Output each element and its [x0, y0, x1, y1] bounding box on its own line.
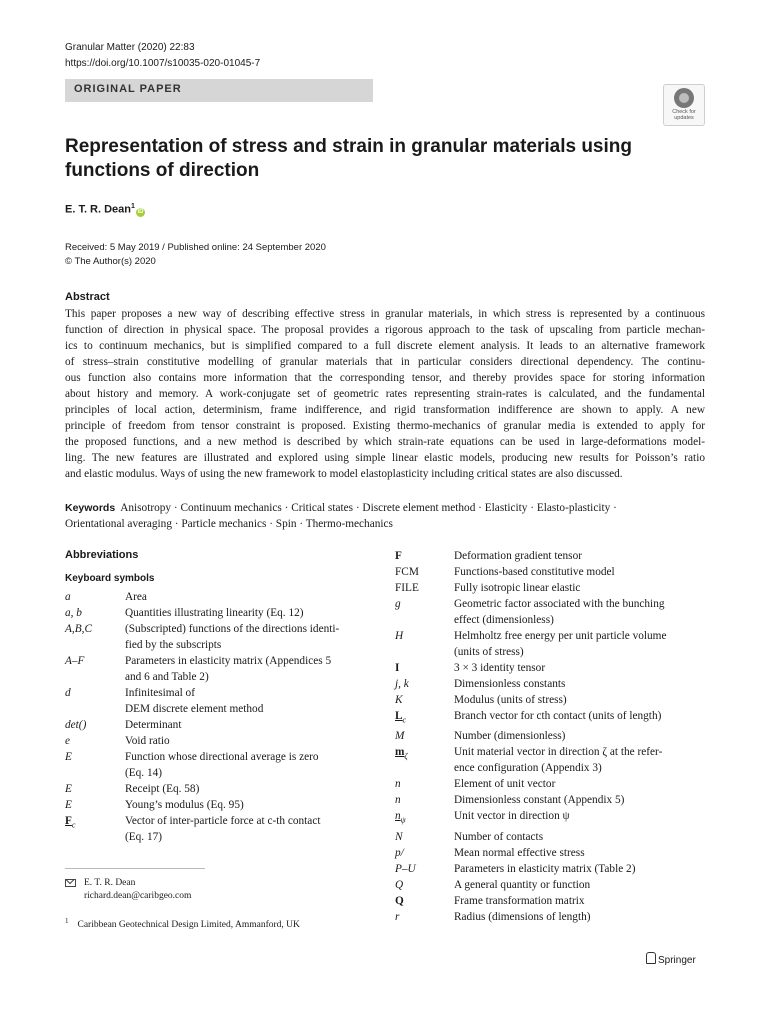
- paper-title: [65, 135, 665, 183]
- definition-line: Mean normal effective stress: [454, 846, 585, 859]
- symbol-text: F: [395, 550, 402, 562]
- symbol-text: r: [395, 910, 400, 923]
- glossary-entry: [395, 776, 709, 792]
- symbol-text: p/: [395, 846, 404, 859]
- title-line-2: functions of direction: [65, 160, 260, 181]
- author-name[interactable]: E. T. R. Dean: [65, 203, 132, 216]
- glossary-entry: [395, 845, 709, 861]
- contact-email[interactable]: richard.dean@caribgeo.com: [84, 891, 192, 901]
- symbol-text: E: [65, 799, 72, 811]
- definition-line: Element of unit vector: [454, 778, 556, 791]
- envelope-icon: [65, 879, 76, 887]
- glossary-entry: [395, 909, 709, 925]
- glossary-symbol: [395, 861, 454, 877]
- orcid-icon[interactable]: iD: [137, 208, 144, 215]
- glossary-definition: [125, 717, 375, 733]
- glossary-symbol: [395, 692, 454, 708]
- glossary-entry: [395, 596, 709, 628]
- badge-text: [664, 109, 704, 121]
- glossary-entry: [65, 717, 375, 733]
- glossary-definition: [125, 653, 375, 685]
- glossary-right: [395, 548, 709, 925]
- definition-line: Radius (dimensions of length): [454, 910, 591, 923]
- glossary-entry: [395, 877, 709, 893]
- abstract-line: and elastic modulus. Ways of using the new framework to model elastoplasticity including critical states are also discussed.: [65, 468, 623, 480]
- keywords: [65, 500, 705, 532]
- abstract-line: about history and memory. A work-conjugate set of geometric rates representing strain-rates is calculated, and the fundamental: [65, 388, 705, 400]
- glossary-symbol: [395, 728, 454, 744]
- glossary-symbol: [395, 708, 454, 728]
- definition-line: Branch vector for cth contact (units of length): [454, 710, 662, 722]
- glossary-entry: [395, 808, 709, 828]
- symbol-text: d: [65, 687, 71, 699]
- definition-line: Receipt (Eq. 58): [125, 783, 200, 795]
- glossary-entry: [65, 589, 375, 605]
- definition-line: effect (dimensionless): [454, 614, 554, 626]
- abstract-line: of stress–strain constitutive modelling of granular materials that in particular considers directional dependency. The continu-: [65, 356, 705, 368]
- definition-line: Deformation gradient tensor: [454, 550, 582, 562]
- definition-line: 3 × 3 identity tensor: [454, 662, 546, 674]
- glossary-symbol: [395, 564, 454, 580]
- symbol-text: n: [395, 810, 401, 823]
- abstract-line: function of direction in physical space. The proposal provides a rigorous approach to the task of upscaling from particle mechan-: [65, 324, 705, 336]
- contact-name: E. T. R. Dean: [84, 878, 136, 888]
- abstract-body: [65, 306, 705, 482]
- symbol-subscript: ψ: [400, 815, 406, 825]
- definition-line: Function whose directional average is zero: [125, 751, 319, 763]
- glossary-definition: [454, 893, 709, 909]
- check-for-updates-badge[interactable]: [663, 84, 705, 126]
- glossary-entry: [65, 813, 375, 845]
- glossary-entry: [395, 660, 709, 676]
- glossary-symbol: [395, 792, 454, 808]
- glossary-symbol: [65, 813, 125, 845]
- symbol-text: m: [395, 746, 405, 759]
- glossary-entry: [65, 685, 375, 717]
- definition-line: Determinant: [125, 719, 182, 731]
- glossary-definition: [454, 829, 709, 845]
- definition-line: Fully isotropic linear elastic: [454, 582, 581, 594]
- glossary-symbol: [65, 717, 125, 733]
- glossary-entry: [395, 628, 709, 660]
- definition-line: fied by the subscripts: [125, 639, 222, 651]
- glossary-definition: [454, 676, 709, 692]
- glossary-entry: [65, 653, 375, 685]
- definition-line: Young’s modulus (Eq. 95): [125, 799, 244, 811]
- section-label: ORIGINAL PAPER: [74, 83, 182, 95]
- author-line: [65, 203, 145, 217]
- glossary-definition: [125, 749, 375, 781]
- definition-line: Number (dimensionless): [454, 730, 566, 743]
- symbol-text: n: [395, 778, 401, 791]
- symbol-text: a: [65, 591, 71, 603]
- badge-line-1: Check for: [672, 109, 696, 115]
- title-line-1: Representation of stress and strain in granular materials using: [65, 136, 632, 157]
- definition-line: Functions-based constitutive model: [454, 566, 615, 578]
- glossary-symbol: [395, 744, 454, 776]
- publication-dates: [65, 241, 326, 269]
- affiliation-text: Caribbean Geotechnical Design Limited, Ammanford, UK: [77, 920, 300, 931]
- keywords-list-1: Anisotropy · Continuum mechanics · Critical states · Discrete element method · Elasticity · Elasto-plasticity ·: [120, 502, 617, 514]
- definition-line: Dimensionless constant (Appendix 5): [454, 794, 625, 807]
- symbol-text: E: [65, 751, 72, 763]
- glossary-definition: [454, 845, 709, 861]
- glossary-symbol: [395, 580, 454, 596]
- glossary-entry: [395, 744, 709, 776]
- symbol-text: K: [395, 694, 403, 706]
- keyboard-symbols-heading: Keyboard symbols: [65, 573, 155, 584]
- glossary-definition: [454, 708, 709, 728]
- symbol-text: Q: [395, 894, 404, 907]
- glossary-entry: [395, 728, 709, 744]
- publisher-name: Springer: [658, 955, 696, 966]
- glossary-definition: [454, 744, 709, 776]
- symbol-text: A–F: [65, 655, 85, 667]
- glossary-entry: [65, 781, 375, 797]
- glossary-definition: [454, 596, 709, 628]
- definition-line: Helmholtz free energy per unit particle volume: [454, 630, 667, 642]
- journal-header: [65, 40, 260, 72]
- glossary-entry: [395, 548, 709, 564]
- glossary-entry: [65, 733, 375, 749]
- glossary-symbol: [65, 781, 125, 797]
- glossary-definition: [125, 813, 375, 845]
- journal-citation: Granular Matter (2020) 22:83: [65, 42, 195, 53]
- definition-line: Parameters in elasticity matrix (Appendices 5: [125, 655, 332, 667]
- definition-line: A general quantity or function: [454, 878, 591, 891]
- definition-line: Area: [125, 591, 147, 603]
- definition-line: Dimensionless constants: [454, 678, 566, 690]
- glossary-entry: [395, 564, 709, 580]
- glossary-definition: [454, 776, 709, 792]
- symbol-text: FILE: [395, 582, 419, 594]
- glossary-definition: [454, 692, 709, 708]
- glossary-definition: [454, 628, 709, 660]
- received-published: Received: 5 May 2019 / Published online: 24 September 2020: [65, 242, 326, 253]
- springer-logo[interactable]: [646, 952, 696, 966]
- symbol-text: E: [65, 783, 72, 795]
- definition-line: (Eq. 17): [125, 831, 163, 843]
- symbol-text: a, b: [65, 607, 82, 619]
- symbol-subscript: c: [71, 820, 76, 830]
- glossary-symbol: [395, 808, 454, 828]
- definition-line: Modulus (units of stress): [454, 694, 567, 706]
- definition-line: (Subscripted) functions of the directions identi-: [125, 623, 340, 635]
- abstract-line: ics to continuum mechanics, but is simplified compared to a full discrete element analysis. It leads to an alternative framework: [65, 340, 705, 352]
- abstract-line: the proposed functions, and a new method is described by which strain-rate equations can be used in large-deformations model-: [65, 436, 705, 448]
- glossary-symbol: [65, 733, 125, 749]
- symbol-text: j, k: [395, 678, 409, 690]
- definition-line: Unit material vector in direction ζ at the refer-: [454, 746, 663, 759]
- definition-line: Geometric factor associated with the bunching: [454, 598, 665, 610]
- definition-line: and 6 and Table 2): [125, 671, 209, 683]
- abstract-line: This paper proposes a new way of describing effective stress in granular materials, in which stress is represented by a continuous: [65, 308, 705, 320]
- definition-line: ence configuration (Appendix 3): [454, 762, 602, 775]
- glossary-definition: [454, 548, 709, 564]
- glossary-symbol: [65, 749, 125, 781]
- glossary-definition: [125, 781, 375, 797]
- springer-horse-icon: [646, 952, 656, 964]
- definition-line: Void ratio: [125, 735, 170, 747]
- symbol-text: H: [395, 630, 404, 642]
- symbol-text: M: [395, 730, 405, 743]
- glossary-entry: [395, 692, 709, 708]
- keywords-label: Keywords: [65, 502, 116, 514]
- glossary-symbol: [65, 653, 125, 685]
- glossary-symbol: [65, 621, 125, 653]
- glossary-left: [65, 589, 375, 845]
- glossary-entry: [65, 605, 375, 621]
- glossary-symbol: [395, 676, 454, 692]
- glossary-symbol: [395, 877, 454, 893]
- definition-line: (Eq. 14): [125, 767, 163, 779]
- glossary-symbol: [65, 797, 125, 813]
- glossary-symbol: [395, 596, 454, 628]
- definition-line: Quantities illustrating linearity (Eq. 12): [125, 607, 304, 619]
- affiliation: [65, 915, 300, 932]
- abbreviations-heading: Abbreviations: [65, 549, 139, 561]
- symbol-text: FCM: [395, 566, 419, 578]
- glossary-symbol: [65, 685, 125, 717]
- glossary-definition: [125, 685, 375, 717]
- glossary-symbol: [395, 893, 454, 909]
- glossary-definition: [454, 808, 709, 828]
- definition-line: DEM discrete element method: [125, 703, 264, 715]
- symbol-text: I: [395, 662, 400, 674]
- glossary-definition: [454, 564, 709, 580]
- glossary-symbol: [395, 776, 454, 792]
- symbol-text: n: [395, 794, 401, 807]
- glossary-entry: [65, 621, 375, 653]
- glossary-symbol: [395, 548, 454, 564]
- glossary-symbol: [65, 605, 125, 621]
- glossary-entry: [395, 708, 709, 728]
- definition-line: Infinitesimal of: [125, 687, 195, 699]
- update-icon: [674, 88, 694, 108]
- glossary-entry: [395, 829, 709, 845]
- definition-line: Number of contacts: [454, 830, 544, 843]
- glossary-entry: [395, 861, 709, 877]
- glossary-definition: [125, 621, 375, 653]
- definition-line: Parameters in elasticity matrix (Table 2): [454, 862, 636, 875]
- author-affil-mark: 1: [131, 203, 135, 210]
- symbol-text: A,B,C: [65, 623, 92, 635]
- symbol-text: L: [395, 710, 403, 722]
- glossary-symbol: [395, 628, 454, 660]
- symbol-text: g: [395, 598, 401, 610]
- symbol-subscript: c: [402, 715, 407, 725]
- glossary-definition: [454, 909, 709, 925]
- glossary-symbol: [395, 845, 454, 861]
- symbol-subscript: ζ: [404, 751, 408, 761]
- glossary-definition: [454, 877, 709, 893]
- glossary-symbol: [395, 829, 454, 845]
- section-band: [65, 79, 373, 102]
- glossary-definition: [125, 797, 375, 813]
- symbol-text: N: [395, 830, 403, 843]
- symbol-text: Q: [395, 878, 404, 891]
- glossary-definition: [454, 861, 709, 877]
- doi-link[interactable]: https://doi.org/10.1007/s10035-020-01045-7: [65, 58, 261, 69]
- abstract-line: ous function also contains more information that the corresponding tensor, and thereby provides space for storing information: [65, 372, 705, 384]
- abstract-line: ling. The new features are illustrated and explored using simple linear elastic models, producing new results for Poisson’s ratio: [65, 452, 705, 464]
- glossary-definition: [454, 792, 709, 808]
- symbol-text: det(): [65, 719, 87, 731]
- glossary-symbol: [395, 660, 454, 676]
- keywords-line-1: [65, 500, 705, 516]
- glossary-entry: [395, 893, 709, 909]
- definition-line: Vector of inter-particle force at c-th contact: [125, 815, 321, 827]
- glossary-definition: [454, 580, 709, 596]
- glossary-definition: [454, 660, 709, 676]
- glossary-definition: [125, 589, 375, 605]
- glossary-symbol: [395, 909, 454, 925]
- affiliation-mark: 1: [65, 917, 69, 925]
- glossary-definition: [125, 733, 375, 749]
- footnote-rule: [65, 868, 205, 869]
- symbol-text: e: [65, 735, 71, 747]
- definition-line: Unit vector in direction ψ: [454, 810, 570, 823]
- definition-line: Frame transformation matrix: [454, 894, 585, 907]
- glossary-entry: [65, 749, 375, 781]
- glossary-entry: [65, 797, 375, 813]
- glossary-definition: [125, 605, 375, 621]
- glossary-entry: [395, 792, 709, 808]
- keywords-list-2: Orientational averaging · Particle mechanics · Spin · Thermo-mechanics: [65, 518, 393, 530]
- abstract-line: principles of local action, determinism, frame indifference, and rigid transformation indifference are shown to apply. A new: [65, 404, 705, 416]
- glossary-definition: [454, 728, 709, 744]
- abstract-line: principle of freedom from tensor constraint is proposed. Existing thermo-mechanics of granular media is extended to apply for: [65, 420, 705, 432]
- glossary-entry: [395, 580, 709, 596]
- glossary-entry: [395, 676, 709, 692]
- copyright: © The Author(s) 2020: [65, 256, 156, 267]
- symbol-text: F: [65, 815, 72, 827]
- glossary-symbol: [65, 589, 125, 605]
- abstract-heading: Abstract: [65, 291, 110, 303]
- definition-line: (units of stress): [454, 646, 524, 658]
- badge-line-2: updates: [674, 115, 694, 121]
- symbol-text: P–U: [395, 862, 416, 875]
